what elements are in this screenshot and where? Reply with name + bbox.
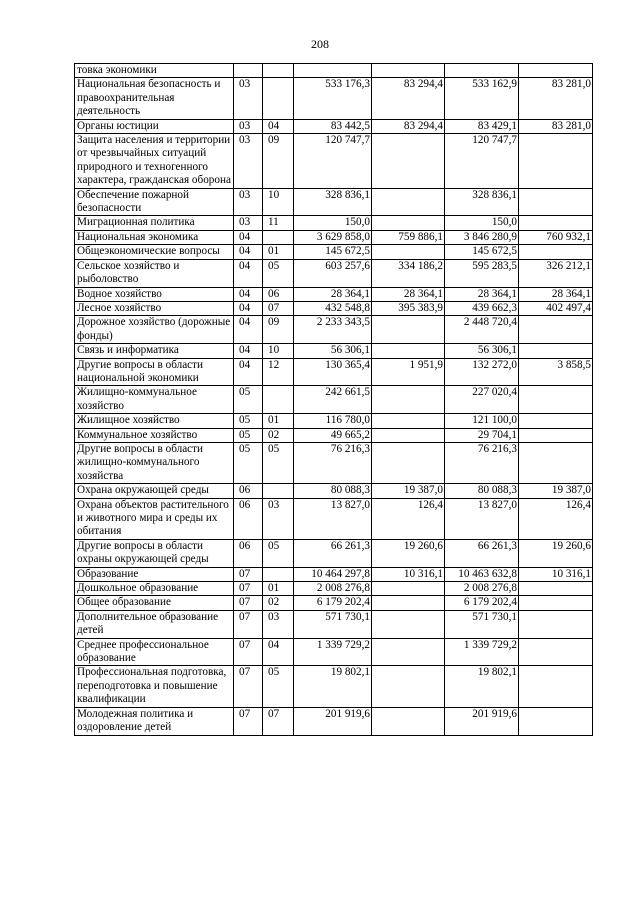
subsection-code: 05 <box>263 259 294 287</box>
amount-subvention-1: 28 364,1 <box>372 287 445 301</box>
row-name: Дошкольное образование <box>75 582 234 596</box>
section-code: 07 <box>234 582 263 596</box>
row-name: Лесное хозяйство <box>75 301 234 315</box>
amount-total-1: 201 919,6 <box>294 707 372 735</box>
subsection-code <box>263 78 294 119</box>
section-code: 07 <box>234 638 263 666</box>
amount-total-1: 19 802,1 <box>294 666 372 707</box>
row-name: Общеэкономические вопросы <box>75 245 234 259</box>
row-name: Обеспечение пожарной безопасности <box>75 188 234 216</box>
row-name: Другие вопросы в области жилищно-коммунального хозяйства <box>75 442 234 483</box>
amount-total-1: 432 548,8 <box>294 301 372 315</box>
amount-total-1: 66 261,3 <box>294 539 372 567</box>
section-code: 05 <box>234 428 263 442</box>
subsection-code: 09 <box>263 134 294 189</box>
budget-table <box>74 63 593 736</box>
amount-total-1 <box>294 64 372 78</box>
subsection-code: 03 <box>263 610 294 638</box>
row-name: товка экономики <box>75 64 234 78</box>
amount-total-1: 120 747,7 <box>294 134 372 189</box>
section-code: 04 <box>234 230 263 244</box>
amount-total-2: 76 216,3 <box>445 442 519 483</box>
amount-subvention-1: 759 886,1 <box>372 230 445 244</box>
section-code: 06 <box>234 498 263 539</box>
subsection-code <box>263 230 294 244</box>
amount-total-2: 571 730,1 <box>445 610 519 638</box>
section-code: 04 <box>234 287 263 301</box>
amount-subvention-2: 28 364,1 <box>519 287 593 301</box>
amount-subvention-1 <box>372 414 445 428</box>
amount-subvention-2: 760 932,1 <box>519 230 593 244</box>
amount-subvention-1: 1 951,9 <box>372 358 445 386</box>
amount-total-2: 1 339 729,2 <box>445 638 519 666</box>
section-code: 04 <box>234 316 263 344</box>
amount-total-1: 533 176,3 <box>294 78 372 119</box>
amount-subvention-1 <box>372 442 445 483</box>
amount-subvention-1 <box>372 666 445 707</box>
subsection-code: 01 <box>263 582 294 596</box>
table-row <box>75 610 593 638</box>
amount-subvention-1 <box>372 386 445 414</box>
amount-subvention-2 <box>519 134 593 189</box>
amount-total-2: 595 283,5 <box>445 259 519 287</box>
amount-total-2: 2 448 720,4 <box>445 316 519 344</box>
amount-total-1: 150,0 <box>294 216 372 230</box>
amount-subvention-2: 19 260,6 <box>519 539 593 567</box>
table-row <box>75 287 593 301</box>
amount-subvention-1: 126,4 <box>372 498 445 539</box>
section-code: 06 <box>234 484 263 498</box>
amount-subvention-1: 83 294,4 <box>372 119 445 133</box>
amount-total-2: 439 662,3 <box>445 301 519 315</box>
amount-subvention-1 <box>372 316 445 344</box>
amount-subvention-1: 395 383,9 <box>372 301 445 315</box>
amount-subvention-1: 10 316,1 <box>372 567 445 581</box>
table-row <box>75 582 593 596</box>
row-name: Коммунальное хозяйство <box>75 428 234 442</box>
section-code: 07 <box>234 567 263 581</box>
section-code: 04 <box>234 358 263 386</box>
row-name: Молодежная политика и оздоровление детей <box>75 707 234 735</box>
table-row <box>75 498 593 539</box>
row-name: Жилищно-коммунальное хозяйство <box>75 386 234 414</box>
amount-subvention-2 <box>519 442 593 483</box>
subsection-code: 04 <box>263 119 294 133</box>
table-row <box>75 596 593 610</box>
table-row <box>75 188 593 216</box>
table-row <box>75 344 593 358</box>
table-row <box>75 358 593 386</box>
table-row <box>75 216 593 230</box>
row-name: Национальная экономика <box>75 230 234 244</box>
amount-subvention-2: 19 387,0 <box>519 484 593 498</box>
amount-total-1: 1 339 729,2 <box>294 638 372 666</box>
table-row <box>75 230 593 244</box>
section-code: 05 <box>234 442 263 483</box>
table-row <box>75 428 593 442</box>
amount-total-1: 242 661,5 <box>294 386 372 414</box>
amount-total-1: 76 216,3 <box>294 442 372 483</box>
amount-total-2: 121 100,0 <box>445 414 519 428</box>
table-row <box>75 638 593 666</box>
subsection-code: 05 <box>263 539 294 567</box>
amount-total-1: 130 365,4 <box>294 358 372 386</box>
amount-total-1: 80 088,3 <box>294 484 372 498</box>
amount-subvention-2: 10 316,1 <box>519 567 593 581</box>
page-number: 208 <box>311 37 329 51</box>
row-name: Общее образование <box>75 596 234 610</box>
amount-subvention-1 <box>372 188 445 216</box>
section-code: 04 <box>234 259 263 287</box>
table-row <box>75 119 593 133</box>
amount-total-2: 132 272,0 <box>445 358 519 386</box>
subsection-code: 11 <box>263 216 294 230</box>
amount-total-2: 56 306,1 <box>445 344 519 358</box>
amount-total-2: 227 020,4 <box>445 386 519 414</box>
amount-subvention-2 <box>519 582 593 596</box>
row-name: Другие вопросы в области национальной экономики <box>75 358 234 386</box>
row-name: Жилищное хозяйство <box>75 414 234 428</box>
subsection-code: 01 <box>263 245 294 259</box>
section-code: 07 <box>234 666 263 707</box>
subsection-code <box>263 484 294 498</box>
subsection-code: 12 <box>263 358 294 386</box>
amount-subvention-2 <box>519 610 593 638</box>
amount-total-1: 83 442,5 <box>294 119 372 133</box>
amount-total-2: 10 463 632,8 <box>445 567 519 581</box>
amount-subvention-1 <box>372 428 445 442</box>
row-name: Среднее профессиональное образование <box>75 638 234 666</box>
table-row <box>75 567 593 581</box>
amount-subvention-2 <box>519 245 593 259</box>
subsection-code <box>263 64 294 78</box>
amount-total-1: 49 665,2 <box>294 428 372 442</box>
amount-subvention-2 <box>519 344 593 358</box>
row-name: Дополнительное образование детей <box>75 610 234 638</box>
amount-total-1: 2 008 276,8 <box>294 582 372 596</box>
table-row <box>75 259 593 287</box>
amount-total-2: 19 802,1 <box>445 666 519 707</box>
table-row <box>75 484 593 498</box>
amount-total-2: 6 179 202,4 <box>445 596 519 610</box>
table-row <box>75 666 593 707</box>
row-name: Образование <box>75 567 234 581</box>
amount-total-2: 66 261,3 <box>445 539 519 567</box>
section-code: 07 <box>234 707 263 735</box>
amount-subvention-2 <box>519 428 593 442</box>
section-code: 03 <box>234 134 263 189</box>
amount-subvention-2 <box>519 316 593 344</box>
amount-total-2: 3 846 280,9 <box>445 230 519 244</box>
subsection-code: 02 <box>263 596 294 610</box>
amount-total-1: 13 827,0 <box>294 498 372 539</box>
table-row <box>75 386 593 414</box>
amount-subvention-1 <box>372 344 445 358</box>
amount-total-1: 10 464 297,8 <box>294 567 372 581</box>
amount-total-2: 328 836,1 <box>445 188 519 216</box>
amount-total-2: 83 429,1 <box>445 119 519 133</box>
subsection-code: 10 <box>263 188 294 216</box>
subsection-code: 10 <box>263 344 294 358</box>
subsection-code: 04 <box>263 638 294 666</box>
amount-subvention-2: 402 497,4 <box>519 301 593 315</box>
section-code: 03 <box>234 119 263 133</box>
section-code: 07 <box>234 610 263 638</box>
amount-subvention-1: 19 260,6 <box>372 539 445 567</box>
section-code: 07 <box>234 596 263 610</box>
table-row <box>75 442 593 483</box>
table-row <box>75 301 593 315</box>
amount-total-2: 13 827,0 <box>445 498 519 539</box>
amount-total-1: 571 730,1 <box>294 610 372 638</box>
section-code <box>234 64 263 78</box>
subsection-code <box>263 567 294 581</box>
amount-subvention-2 <box>519 386 593 414</box>
table-row <box>75 64 593 78</box>
subsection-code: 09 <box>263 316 294 344</box>
row-name: Миграционная политика <box>75 216 234 230</box>
amount-total-2: 2 008 276,8 <box>445 582 519 596</box>
amount-total-2 <box>445 64 519 78</box>
amount-subvention-2: 326 212,1 <box>519 259 593 287</box>
amount-total-1: 328 836,1 <box>294 188 372 216</box>
amount-subvention-2 <box>519 707 593 735</box>
amount-subvention-1 <box>372 216 445 230</box>
section-code: 03 <box>234 216 263 230</box>
amount-subvention-2 <box>519 414 593 428</box>
section-code: 04 <box>234 245 263 259</box>
amount-subvention-2: 3 858,5 <box>519 358 593 386</box>
amount-total-1: 6 179 202,4 <box>294 596 372 610</box>
row-name: Национальная безопасность и правоохранительная деятельность <box>75 78 234 119</box>
amount-subvention-2: 83 281,0 <box>519 78 593 119</box>
amount-total-2: 145 672,5 <box>445 245 519 259</box>
amount-subvention-1 <box>372 134 445 189</box>
amount-total-1: 56 306,1 <box>294 344 372 358</box>
amount-total-2: 29 704,1 <box>445 428 519 442</box>
table-row <box>75 414 593 428</box>
section-code: 05 <box>234 414 263 428</box>
amount-subvention-1 <box>372 582 445 596</box>
amount-subvention-1 <box>372 610 445 638</box>
amount-total-1: 28 364,1 <box>294 287 372 301</box>
amount-subvention-1: 19 387,0 <box>372 484 445 498</box>
row-name: Связь и информатика <box>75 344 234 358</box>
row-name: Органы юстиции <box>75 119 234 133</box>
row-name: Водное хозяйство <box>75 287 234 301</box>
section-code: 05 <box>234 386 263 414</box>
row-name: Охрана объектов растительного и животного мира и среды их обитания <box>75 498 234 539</box>
subsection-code: 07 <box>263 707 294 735</box>
amount-subvention-1 <box>372 638 445 666</box>
subsection-code: 06 <box>263 287 294 301</box>
amount-subvention-1 <box>372 64 445 78</box>
amount-total-2: 28 364,1 <box>445 287 519 301</box>
row-name: Охрана окружающей среды <box>75 484 234 498</box>
subsection-code: 05 <box>263 442 294 483</box>
amount-total-1: 3 629 858,0 <box>294 230 372 244</box>
amount-total-1: 2 233 343,5 <box>294 316 372 344</box>
amount-subvention-2: 126,4 <box>519 498 593 539</box>
amount-total-1: 603 257,6 <box>294 259 372 287</box>
section-code: 06 <box>234 539 263 567</box>
subsection-code: 05 <box>263 666 294 707</box>
row-name: Сельское хозяйство и рыболовство <box>75 259 234 287</box>
subsection-code <box>263 386 294 414</box>
amount-total-1: 145 672,5 <box>294 245 372 259</box>
row-name: Защита населения и территории от чрезвычайных ситуаций природного и техногенного характера, гражданская оборона <box>75 134 234 189</box>
row-name: Другие вопросы в области охраны окружающей среды <box>75 539 234 567</box>
table-row <box>75 78 593 119</box>
amount-total-2: 533 162,9 <box>445 78 519 119</box>
table-row <box>75 316 593 344</box>
amount-subvention-1: 83 294,4 <box>372 78 445 119</box>
amount-total-2: 201 919,6 <box>445 707 519 735</box>
amount-subvention-2 <box>519 188 593 216</box>
table-row <box>75 707 593 735</box>
table-row <box>75 539 593 567</box>
amount-subvention-2 <box>519 64 593 78</box>
subsection-code: 03 <box>263 498 294 539</box>
amount-subvention-2 <box>519 666 593 707</box>
amount-total-2: 120 747,7 <box>445 134 519 189</box>
section-code: 04 <box>234 301 263 315</box>
table-row <box>75 134 593 189</box>
amount-subvention-1 <box>372 245 445 259</box>
subsection-code: 01 <box>263 414 294 428</box>
amount-total-2: 150,0 <box>445 216 519 230</box>
amount-total-2: 80 088,3 <box>445 484 519 498</box>
subsection-code: 07 <box>263 301 294 315</box>
row-name: Профессиональная подготовка, переподготовка и повышение квалификации <box>75 666 234 707</box>
row-name: Дорожное хозяйство (дорожные фонды) <box>75 316 234 344</box>
section-code: 04 <box>234 344 263 358</box>
amount-subvention-2 <box>519 596 593 610</box>
amount-subvention-1 <box>372 707 445 735</box>
amount-subvention-1 <box>372 596 445 610</box>
amount-subvention-2 <box>519 638 593 666</box>
amount-subvention-1: 334 186,2 <box>372 259 445 287</box>
section-code: 03 <box>234 78 263 119</box>
section-code: 03 <box>234 188 263 216</box>
table-row <box>75 245 593 259</box>
amount-subvention-2 <box>519 216 593 230</box>
subsection-code: 02 <box>263 428 294 442</box>
amount-subvention-2: 83 281,0 <box>519 119 593 133</box>
amount-total-1: 116 780,0 <box>294 414 372 428</box>
